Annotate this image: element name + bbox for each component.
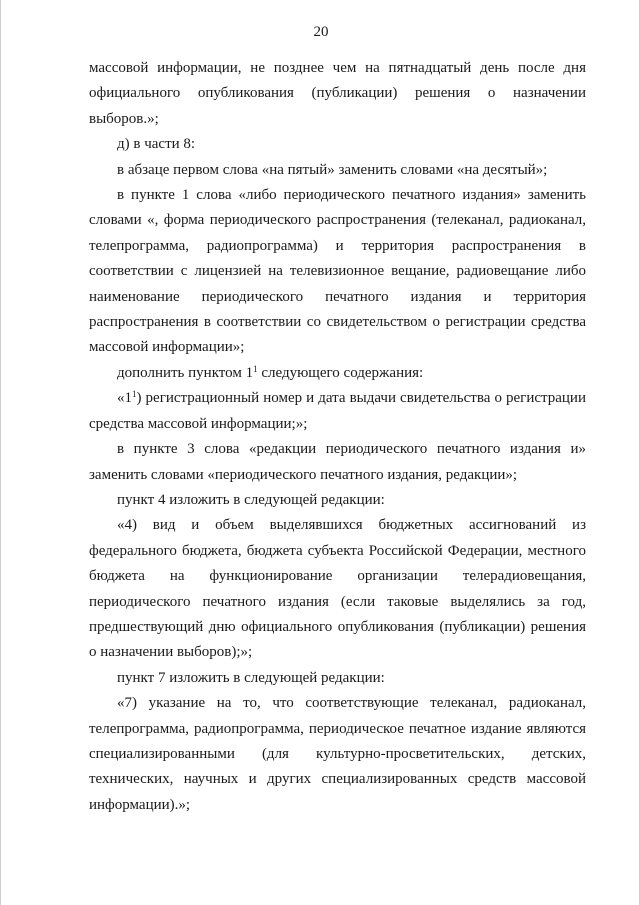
paragraph-11: «7) указание на то, что соответствующие телеканал, радиоканал, телепрограмма, радиопрограмма, периодическое печатное издание являются специализированными (для культурно-просветительских, детских, технических, научных и других специализированных средств массовой информации).»; [89, 695, 586, 813]
paragraph-5 [89, 361, 586, 386]
paragraph-2: д) в части 8: [117, 136, 196, 153]
paragraph-10: пункт 7 изложить в следующей редакции: [117, 669, 385, 686]
paragraph-3: в абзаце первом слова «на пятый» заменить словами «на десятый»; [117, 161, 548, 178]
paragraph-4: в пункте 1 слова «либо периодического печатного издания» заменить словами «, форма периодического распространения (телеканал, радиоканал, телепрограмма, радиопрограмма) и территория распространения в соответствии с лицензией на телевизионное вещание, радиовещание либо наименование периодического печатного издания и территория распространения в соответствии со свидетельством о регистрации средства массовой информации»; [89, 187, 586, 356]
paragraph-5-text-end: следующего содержания: [257, 364, 424, 381]
paragraph-6-text-end: ) регистрационный номер и дата выдачи свидетельства о регистрации средства массовой информации;»; [89, 390, 586, 432]
document-body [89, 56, 586, 818]
paragraph-6-text: «1 [117, 390, 132, 407]
paragraph-6 [89, 386, 586, 437]
paragraph-7: в пункте 3 слова «редакции периодического печатного издания и» заменить словами «периодического печатного издания, редакции»; [89, 441, 586, 483]
page-number: 20 [313, 24, 329, 40]
paragraph-6-superscript: 1 [132, 389, 137, 400]
paragraph-8: пункт 4 изложить в следующей редакции: [117, 491, 385, 508]
paragraph-1: массовой информации, не позднее чем на пятнадцатый день после дня официального опубликования (публикации) решения о назначении выборов.»; [89, 60, 586, 127]
paragraph-5-superscript: 1 [253, 363, 258, 374]
paragraph-5-text: дополнить пунктом 1 [117, 364, 254, 381]
paragraph-9: «4) вид и объем выделявшихся бюджетных ассигнований из федерального бюджета, бюджета субъекта Российской Федерации, местного бюджета на функционирование организации телерадиовещания, периодического печатного издания (если таковые выделялись за год, предшествующий дню официального опубликования (публикации) решения о назначении выборов);»; [89, 517, 586, 661]
